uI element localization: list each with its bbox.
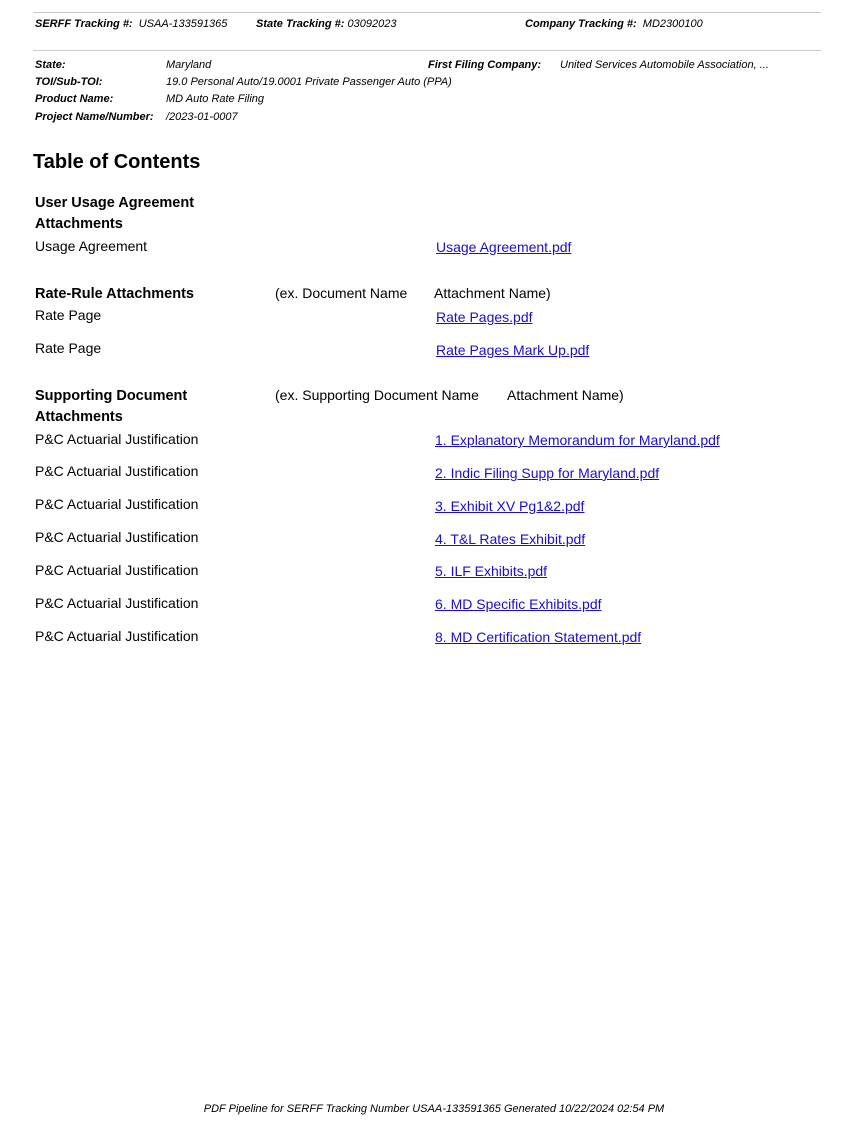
state-value: Maryland [166,59,212,71]
supporting-doc-link[interactable]: 3. Exhibit XV Pg1&2.pdf [435,498,585,514]
rate-rule-hint-left: (ex. Document Name [275,285,408,301]
company-tracking [525,18,703,30]
supporting-doc-label: P&C Actuarial Justification [35,496,199,512]
state-tracking-label: State Tracking #: [256,18,345,30]
usage-agreement-label: Usage Agreement [35,238,148,254]
serff-tracking-label: SERFF Tracking #: [35,18,133,30]
rate-page-label: Rate Page [35,340,102,356]
product-label: Product Name: [35,93,114,105]
toi-label: TOI/Sub-TOI: [35,76,103,88]
first-filing-label: First Filing Company: [428,59,542,71]
top-divider [33,12,821,13]
project-label: Project Name/Number: [35,111,154,123]
supporting-doc-label: P&C Actuarial Justification [35,628,199,644]
supporting-doc-label: P&C Actuarial Justification [35,595,199,611]
supporting-doc-link[interactable]: 8. MD Certification Statement.pdf [435,629,642,645]
supporting-doc-label: P&C Actuarial Justification [35,529,199,545]
page-title: Table of Contents [33,151,201,173]
supporting-doc-link[interactable]: 5. ILF Exhibits.pdf [435,563,548,579]
section-title-rate-rule: Rate-Rule Attachments [35,286,194,302]
section-title-supporting-docs: Supporting Document Attachments [35,388,188,425]
rate-pages-link[interactable]: Rate Pages.pdf [436,309,533,325]
project-value: /2023-01-0007 [166,111,238,123]
supporting-doc-label: P&C Actuarial Justification [35,431,199,447]
supporting-doc-link[interactable]: 2. Indic Filing Supp for Maryland.pdf [435,465,660,481]
rate-pages-markup-link[interactable]: Rate Pages Mark Up.pdf [436,342,590,358]
header-divider [33,50,821,51]
state-label: State: [35,59,66,71]
state-tracking [256,18,396,30]
company-tracking-value: MD2300100 [642,18,703,30]
rate-rule-hint-right: Attachment Name) [434,285,551,301]
serff-tracking [35,18,227,30]
state-tracking-value: 03092023 [347,18,397,30]
supporting-doc-link[interactable]: 1. Explanatory Memorandum for Maryland.pdf [435,432,720,448]
serff-tracking-value: USAA-133591365 [138,18,228,30]
supporting-doc-link[interactable]: 6. MD Specific Exhibits.pdf [435,596,602,612]
product-value: MD Auto Rate Filing [166,93,265,105]
section-title-user-usage: User Usage Agreement Attachments [35,195,195,232]
supporting-doc-label: P&C Actuarial Justification [35,463,199,479]
first-filing-value: United Services Automobile Association, ... [560,59,769,71]
company-tracking-label: Company Tracking #: [525,18,637,30]
supporting-doc-label: P&C Actuarial Justification [35,562,199,578]
usage-agreement-link[interactable]: Usage Agreement.pdf [436,239,572,255]
rate-page-label: Rate Page [35,307,102,323]
supporting-hint-left: (ex. Supporting Document Name [275,387,479,403]
toi-value: 19.0 Personal Auto/19.0001 Private Passenger Auto (PPA) [166,76,452,88]
supporting-doc-link[interactable]: 4. T&L Rates Exhibit.pdf [435,531,586,547]
supporting-hint-right: Attachment Name) [507,387,624,403]
page-footer: PDF Pipeline for SERFF Tracking Number USAA-133591365 Generated 10/22/2024 02:54 PM [203,1103,665,1115]
